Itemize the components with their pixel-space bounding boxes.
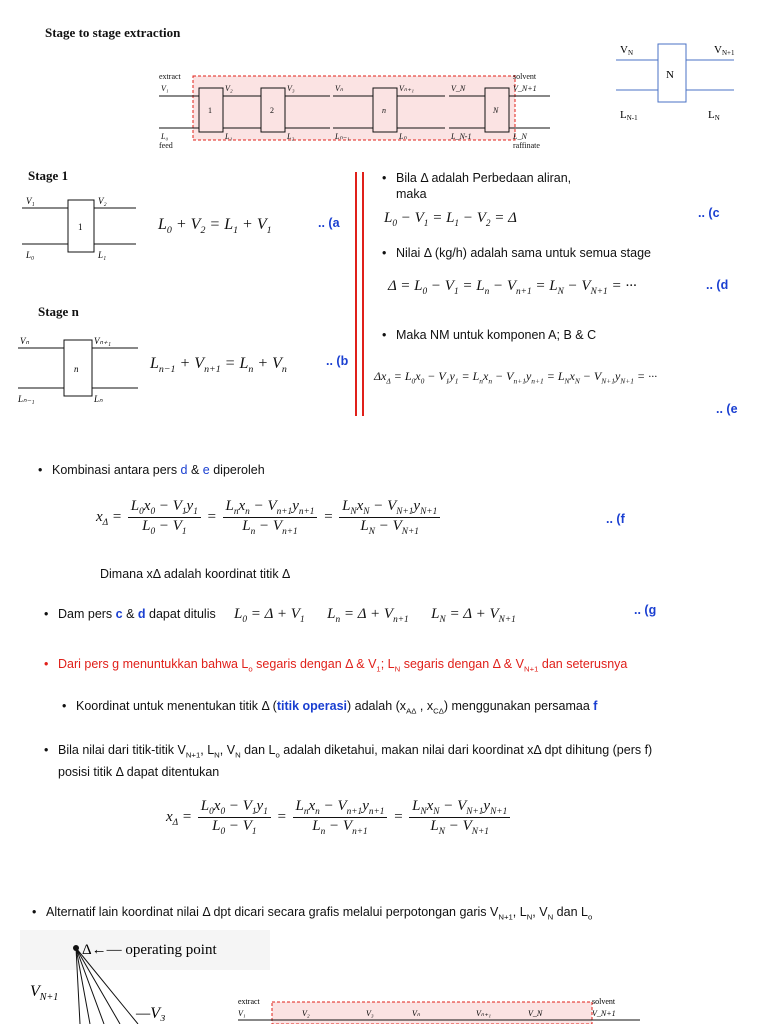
svg-text:V₁: V₁ — [238, 1009, 246, 1018]
bullet-koordinat: • Koordinat untuk menentukan titik Δ (titik operasi) adalah ($x_{A\Delta}$ , $x_{C\Delta}$) menggunakan persamaa f — [76, 698, 597, 720]
stage-number: 1 — [208, 106, 212, 115]
v3-label: —V₃ — [136, 1005, 166, 1022]
feed-label: feed — [159, 141, 173, 150]
svg-text:solvent: solvent — [592, 997, 616, 1006]
equation-e: $\Delta x_\Delta = L_0x_0 - V_1y_1 = L_nx_n - V_{n+1}y_{n+1} = L_Nx_N - V_{N+1}y_{N+1}$ = ··· — [374, 369, 658, 386]
cascade-top-label: V_N — [451, 84, 466, 93]
equation-d: $\Delta = L_0 - V_1 = L_n - V_{n+1} = L_N - V_{N+1}$ = ··· — [388, 278, 637, 297]
equation-e-label: .. (e — [716, 402, 738, 416]
bullet-bila-nilai: • Bila nilai dari titik-titik $V_{N+1}$, $L_N$, $V_N$ dan $L_o$ adalah diketahui, makan nilai dari koordinat xΔ dpt dihitung (pers f) posisi titik Δ dapat ditentukan — [58, 742, 758, 780]
raffinate-label: raffinate — [513, 141, 540, 150]
equation-b: $L_{n-1} + V_{n+1} = L_n + V_n$ — [150, 355, 287, 376]
equation-a: $L_0 + V_2 = L_1 + V_1$ — [158, 216, 272, 237]
svg-text:VN+1: VN+1 — [714, 44, 735, 57]
stagen-heading: Stage n — [38, 304, 79, 319]
cascade-bottom-label: L_N — [513, 132, 527, 141]
svg-text:Lₙ₋₁: Lₙ₋₁ — [18, 394, 35, 404]
equation-g-label: .. (g — [634, 603, 657, 617]
extract-label: extract — [159, 72, 181, 81]
cascade-top-label: Vₙ₊₁ — [399, 84, 415, 93]
cascade-bottom-label: L₂ — [287, 132, 295, 141]
equation-d-label: .. (d — [706, 278, 729, 292]
svg-text:Vₙ₊₁: Vₙ₊₁ — [94, 336, 111, 346]
svg-text:V₁: V₁ — [26, 196, 35, 206]
equation-a-label: .. (a — [318, 216, 340, 230]
bullet-delta-def: • Bila Δ adalah Perbedaan aliran, maka — [396, 170, 571, 202]
svg-text:Vₙ₊₁: Vₙ₊₁ — [476, 1009, 492, 1018]
bullet-delta-same: • Nilai Δ (kg/h) adalah sama untuk semua stage — [396, 245, 651, 261]
svg-text:V_N+1: V_N+1 — [592, 1009, 616, 1018]
cascade-bottom-label: L_N-1 — [451, 132, 472, 141]
cascade-top-label: V_N+1 — [513, 84, 537, 93]
bullet-alternatif: • Alternatif lain koordinat nilai Δ dpt dicari secara grafis melalui perpotongan garis $V_{N+1}$, $L_N$, $V_N$ dan $L_o$ — [46, 904, 592, 926]
stagen-diagram — [14, 330, 140, 408]
divider-line — [355, 172, 357, 416]
stage-box-label: N — [666, 69, 674, 81]
dimana-text: Dimana xΔ adalah koordinat titik Δ — [100, 567, 291, 581]
equation-c-label: .. (c — [698, 206, 720, 220]
bullet-segaris: • Dari pers g menuntukkan bahwa $L_o$ segaris dengan Δ & $V_1$; $L_N$ segaris dengan Δ & $V_{N+1}$ dan seterusnya — [58, 656, 627, 678]
cascade-bottom-label: Lₙ₋₁ — [335, 132, 350, 141]
stage-number: N — [493, 106, 499, 115]
cascade-diagram — [155, 68, 555, 158]
svg-text:LN-1: LN-1 — [620, 109, 638, 122]
cascade-top-label: V₁ — [161, 84, 169, 93]
cascade-bottom-label: Lₙ — [399, 132, 407, 141]
svg-text:VN: VN — [620, 44, 634, 57]
equation-f-repeat: $x_\Delta$ = $\frac{L_0x_0 - V_1y_1}{L_0 - V_1}$ = $\frac{L_nx_n - V_{n+1}y_{n+1}}{L_n - V_{n+1}}$ = $\frac{L_Nx_N - V_{N+1}y_{N+1}}{L_N - V_{N+1}}$ — [166, 798, 512, 837]
equation-f: $x_\Delta$ = $\frac{L_0x_0 - V_1y_1}{L_0 - V_1}$ = $\frac{L_nx_n - V_{n+1}y_{n+1}}{L_n - V_{n+1}}$ = $\frac{L_Nx_N - V_{N+1}y_{N+1}}{L_N - V_{N+1}}$ — [96, 498, 442, 537]
stage1-heading: Stage 1 — [28, 168, 69, 183]
svg-text:VN+1: $V_{N+1}$ — [30, 983, 59, 1003]
svg-text:L₀: L₀ — [26, 250, 35, 260]
svg-text:1: 1 — [78, 222, 83, 232]
solvent-label: solvent — [513, 72, 537, 81]
operating-point-figure — [20, 930, 640, 1024]
svg-text:V₂: V₂ — [302, 1009, 310, 1018]
cascade-top-label: V₃ — [287, 84, 295, 93]
svg-text:LN: LN — [708, 109, 720, 122]
operating-point-label: Δ←— operating point — [82, 942, 217, 958]
svg-text:n: n — [74, 364, 79, 374]
svg-text:V₂: V₂ — [98, 196, 107, 206]
cascade-bottom-label: L₁ — [225, 132, 233, 141]
stage1-diagram — [18, 192, 138, 264]
cascade-top-label: Vₙ — [335, 84, 344, 93]
equation-c: $L_0 - V_1 = L_1 - V_2 = \Delta$ — [384, 210, 517, 229]
stage-number: n — [382, 106, 386, 115]
bullet-kombinasi: • Kombinasi antara pers d & e diperoleh — [52, 462, 265, 478]
svg-text:V_N: V_N — [528, 1009, 543, 1018]
bullet-nm: • Maka NM untuk komponen A; B & C — [396, 327, 596, 343]
cascade-top-label: V₂ — [225, 84, 233, 93]
equation-f-label: .. (f — [606, 512, 625, 526]
stage-n-diagram — [612, 40, 752, 130]
cascade-bottom-label: L₀ — [161, 132, 169, 141]
svg-text:Vₙ: Vₙ — [412, 1009, 421, 1018]
stage-number: 2 — [270, 106, 274, 115]
svg-text:L₁: L₁ — [98, 250, 107, 260]
divider-line — [362, 172, 364, 416]
svg-text:Vₙ: Vₙ — [20, 336, 30, 346]
page-title: Stage to stage extraction — [45, 25, 181, 40]
bullet-dam-pers: • Dam pers c & d dapat ditulis — [58, 606, 216, 622]
svg-text:Lₙ: Lₙ — [94, 394, 103, 404]
svg-text:V₃: V₃ — [366, 1009, 374, 1018]
equation-g: $L_0 = \Delta + V_1$ $L_n = \Delta + V_{n+1}$ $L_N = \Delta + V_{N+1}$ — [234, 606, 516, 625]
equation-b-label: .. (b — [326, 354, 349, 368]
svg-text:extract: extract — [238, 997, 260, 1006]
